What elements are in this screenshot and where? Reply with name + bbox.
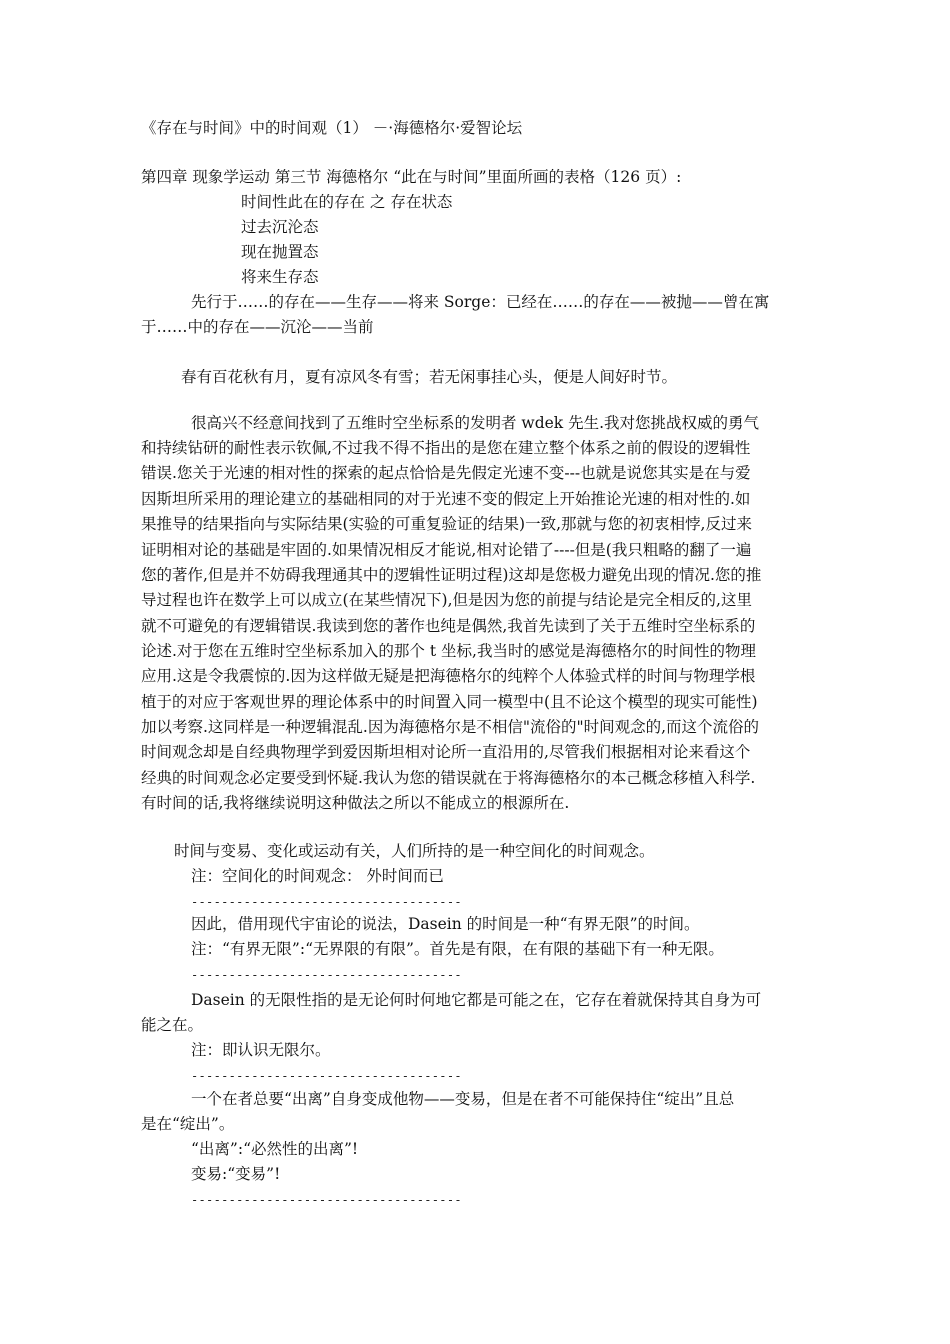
note-annotation: “出离”:“必然性的出离”! xyxy=(191,1140,359,1158)
document-title: 《存在与时间》中的时间观（1） －·海德格尔·爱智论坛 xyxy=(141,119,523,137)
divider: ------------------------------------ xyxy=(191,968,462,982)
letter-line: 果推导的结果指向与实际结果(实验的可重复验证的结果)一致,那就与您的初衷相悖,反过来 xyxy=(141,515,752,533)
letter-line: 时间观念却是自经典物理学到爱因斯坦相对论所一直沿用的,尽管我们根据相对论来看这个 xyxy=(141,743,751,761)
note-annotation: 注：空间化的时间观念： 外时间而已 xyxy=(191,867,444,885)
note-annotation: 注：“有界无限”:“无界限的有限”。首先是有限，在有限的基础下有一种无限。 xyxy=(191,940,724,958)
note-paragraph: 能之在。 xyxy=(141,1016,204,1034)
divider: ------------------------------------ xyxy=(191,1069,462,1083)
letter-line: 应用.这是令我震惊的.因为这样做无疑是把海德格尔的纯粹个人体验式样的时间与物理学根 xyxy=(141,667,756,685)
letter-line: 植于的对应于客观世界的理论体系中的时间置入同一模型中(且不论这个模型的现实可能性) xyxy=(141,693,758,711)
sorge-line: 于……中的存在——沉沦——当前 xyxy=(141,318,374,336)
table-row: 时间性此在的存在 之 存在状态 xyxy=(241,193,453,211)
note-paragraph: 时间与变易、变化或运动有关，人们所持的是一种空间化的时间观念。 xyxy=(174,842,655,860)
note-paragraph: Dasein 的无限性指的是无论何时何地它都是可能之在，它存在着就保持其自身为可 xyxy=(191,991,762,1009)
letter-line: 错误.您关于光速的相对性的探索的起点恰恰是先假定光速不变---也就是说您其实是在与爱 xyxy=(141,464,751,482)
divider: ------------------------------------ xyxy=(191,1193,462,1207)
letter-line: 证明相对论的基础是牢固的.如果情况相反才能说,相对论错了----但是(我只粗略的翻了一遍 xyxy=(141,541,752,559)
chapter-heading: 第四章 现象学运动 第三节 海德格尔 “此在与时间”里面所画的表格（126 页）: xyxy=(141,168,682,186)
letter-line: 您的著作,但是并不妨碍我理通其中的逻辑性证明过程)这却是您极力避免出现的情况.您的推 xyxy=(141,566,762,584)
divider: ------------------------------------ xyxy=(191,895,462,909)
letter-line: 有时间的话,我将继续说明这种做法之所以不能成立的根源所在. xyxy=(141,794,570,812)
letter-line: 加以考察.这同样是一种逻辑混乱.因为海德格尔是不相信"流俗的"时间观念的,而这个流俗的 xyxy=(141,718,760,736)
letter-line: 很高兴不经意间找到了五维时空坐标系的发明者 wdek 先生.我对您挑战权威的勇气 xyxy=(191,414,760,432)
note-paragraph: 一个在者总要“出离”自身变成他物——变易，但是在者不可能保持住“绽出”且总 xyxy=(191,1090,735,1108)
note-paragraph: 是在“绽出”。 xyxy=(141,1115,235,1133)
letter-line: 就不可避免的有逻辑错误.我读到您的著作也纯是偶然,我首先读到了关于五维时空坐标系的 xyxy=(141,617,756,635)
note-annotation: 注：即认识无限尔。 xyxy=(191,1041,331,1059)
table-row: 将来生存态 xyxy=(241,268,319,286)
poem-line: 春有百花秋有月，夏有凉风冬有雪；若无闲事挂心头，便是人间好时节。 xyxy=(181,368,678,386)
table-row: 现在抛置态 xyxy=(241,243,319,261)
note-annotation: 变易:“变易”! xyxy=(191,1165,281,1183)
letter-line: 论述.对于您在五维时空坐标系加入的那个 t 坐标,我当时的感觉是海德格尔的时间性的物理 xyxy=(141,642,756,660)
letter-line: 导过程也许在数学上可以成立(在某些情况下),但是因为您的前提与结论是完全相反的,这里 xyxy=(141,591,752,609)
letter-line: 经典的时间观念必定要受到怀疑.我认为您的错误就在于将海德格尔的本己概念移植入科学. xyxy=(141,769,756,787)
letter-line: 和持续钻研的耐性表示钦佩,不过我不得不指出的是您在建立整个体系之前的假设的逻辑性 xyxy=(141,439,751,457)
note-paragraph: 因此，借用现代宇宙论的说法，Dasein 的时间是一种“有界无限”的时间。 xyxy=(191,915,700,933)
letter-line: 因斯坦所采用的理论建立的基础相同的对于光速不变的假定上开始推论光速的相对性的.如 xyxy=(141,490,751,508)
table-row: 过去沉沦态 xyxy=(241,218,319,236)
sorge-line: 先行于……的存在——生存——将来 Sorge：已经在……的存在——被抛——曾在寓 xyxy=(191,293,770,311)
